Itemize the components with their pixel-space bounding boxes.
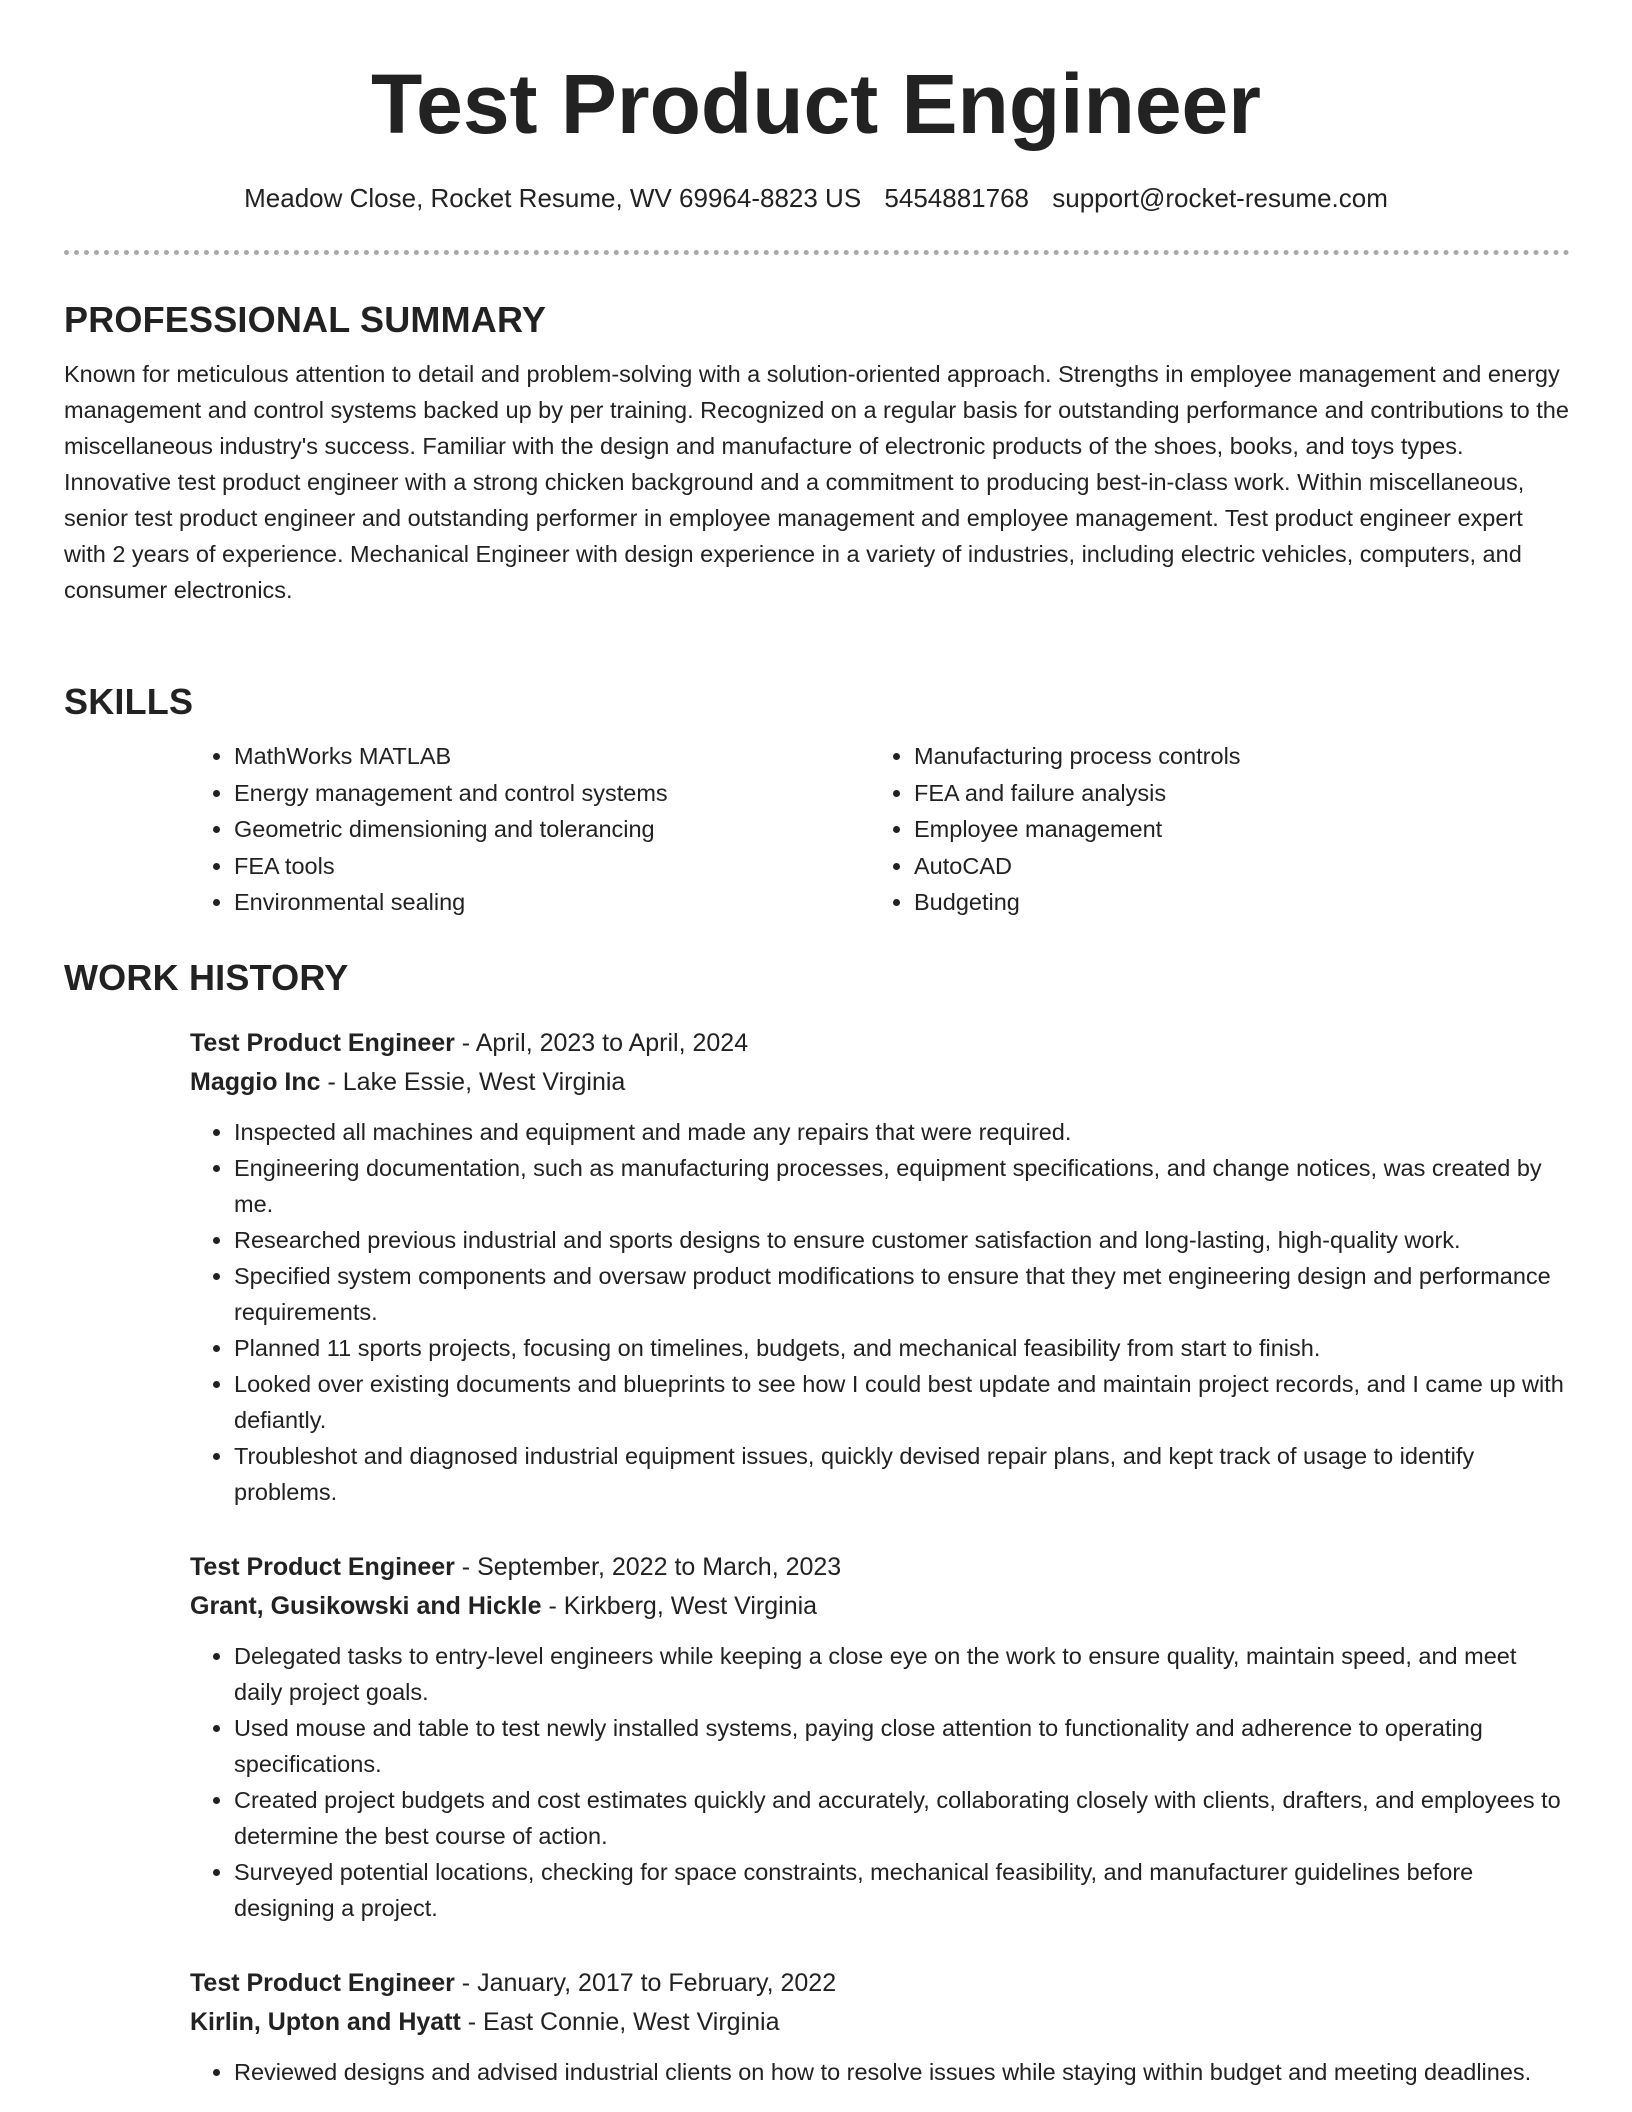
job-bullet: • Looked over existing documents and blueprints to see how I could best update and maintain project records, and I came up with defiantly. (234, 1366, 1570, 1438)
job-bullets (190, 1114, 1570, 1510)
job-company: Kirlin, Upton and Hyatt (190, 2008, 461, 2036)
job-company: Maggio Inc (190, 1068, 321, 1096)
job-role: Test Product Engineer (190, 1969, 455, 1997)
contact-info (0, 180, 1632, 216)
job-bullet: • Used mouse and table to test newly installed systems, paying close attention to functionality and adherence to operating specifications. (234, 1710, 1570, 1782)
section-title-summary: PROFESSIONAL SUMMARY (64, 299, 547, 340)
job-bullet: • Troubleshot and diagnosed industrial equipment issues, quickly devised repair plans, and kept track of usage to identify problems. (234, 1438, 1570, 1510)
skills-section (64, 680, 1570, 921)
job-title-line (190, 1964, 1570, 2002)
skills-columns (190, 738, 1570, 921)
job-title-line (190, 1024, 1570, 1062)
header-divider (64, 250, 1570, 255)
job-bullet: • Delegated tasks to entry-level engineers while keeping a close eye on the work to ensure quality, maintain speed, and meet daily project goals. (234, 1638, 1570, 1710)
skills-list-left (190, 738, 870, 921)
section-title-work-history: WORK HISTORY (64, 957, 349, 998)
skill-item: • FEA tools (234, 848, 870, 885)
job-company-line (190, 2002, 1570, 2042)
job-bullet: • Specified system components and oversaw product modifications to ensure that they met engineering design and performance requirements. (234, 1258, 1570, 1330)
job-location: - Kirkberg, West Virginia (541, 1592, 818, 1620)
job-dates: - April, 2023 to April, 2024 (454, 1029, 749, 1057)
section-title-skills: SKILLS (64, 681, 194, 722)
job-entry (64, 1024, 1570, 1510)
job-bullets (190, 1638, 1570, 1926)
job-role: Test Product Engineer (190, 1553, 455, 1581)
job-bullets (190, 2054, 1570, 2090)
skill-item: • AutoCAD (914, 848, 1550, 885)
skills-list-right (870, 738, 1550, 921)
skill-item: • Environmental sealing (234, 884, 870, 921)
job-company-line (190, 1586, 1570, 1626)
job-title-line (190, 1548, 1570, 1586)
work-history-section (64, 956, 1570, 1000)
job-bullet: • Inspected all machines and equipment and made any repairs that were required. (234, 1114, 1570, 1150)
summary-text: Known for meticulous attention to detail and problem-solving with a solution-oriented approach. Strengths in employee management and energy management and control systems backed up by per training. Recognized on a regular basis for outstanding performance and contributions to the miscellaneous industry's success. Familiar with the design and manufacture of electronic products of the shoes, books, and toys types. Innovative test product engineer with a strong chicken background and a commitment to producing best-in-class work. Within miscellaneous, senior test product engineer and outstanding performer in employee management and employee management. Test product engineer expert with 2 years of experience. Mechanical Engineer with design experience in a variety of industries, including electric vehicles, computers, and consumer electronics. (64, 361, 1569, 603)
job-location: - Lake Essie, West Virginia (320, 1068, 626, 1096)
job-company-line (190, 1062, 1570, 1102)
skill-item: • Manufacturing process controls (914, 738, 1550, 775)
summary-section (64, 298, 1570, 608)
job-dates: - September, 2022 to March, 2023 (454, 1553, 842, 1581)
job-company: Grant, Gusikowski and Hickle (190, 1592, 542, 1620)
skill-item: • Budgeting (914, 884, 1550, 921)
job-role: Test Product Engineer (190, 1029, 455, 1057)
job-entry (64, 1548, 1570, 1926)
candidate-name: Test Product Engineer (371, 57, 1261, 151)
skill-item: • Geometric dimensioning and tolerancing (234, 811, 870, 848)
job-bullet: • Created project budgets and cost estimates quickly and accurately, collaborating closely with clients, drafters, and employees to determine the best course of action. (234, 1782, 1570, 1854)
job-location: - East Connie, West Virginia (460, 2008, 780, 2036)
contact-address: Meadow Close, Rocket Resume, WV 69964-8823 US (244, 183, 862, 213)
contact-phone: 5454881768 (884, 183, 1030, 213)
job-bullet: • Researched previous industrial and sports designs to ensure customer satisfaction and long-lasting, high-quality work. (234, 1222, 1570, 1258)
skill-item: • Employee management (914, 811, 1550, 848)
contact-email: support@rocket-resume.com (1052, 183, 1388, 213)
job-dates: - January, 2017 to February, 2022 (454, 1969, 837, 1997)
job-bullet: • Surveyed potential locations, checking for space constraints, mechanical feasibility, and manufacturer guidelines before designing a project. (234, 1854, 1570, 1926)
skill-item: • FEA and failure analysis (914, 775, 1550, 812)
job-bullet: • Engineering documentation, such as manufacturing processes, equipment specifications, and change notices, was created by me. (234, 1150, 1570, 1222)
skill-item: • Energy management and control systems (234, 775, 870, 812)
job-bullet: • Reviewed designs and advised industrial clients on how to resolve issues while staying within budget and meeting deadlines. (234, 2054, 1570, 2090)
job-entry (64, 1964, 1570, 2090)
job-bullet: • Planned 11 sports projects, focusing on timelines, budgets, and mechanical feasibility from start to finish. (234, 1330, 1570, 1366)
skill-item: • MathWorks MATLAB (234, 738, 870, 775)
